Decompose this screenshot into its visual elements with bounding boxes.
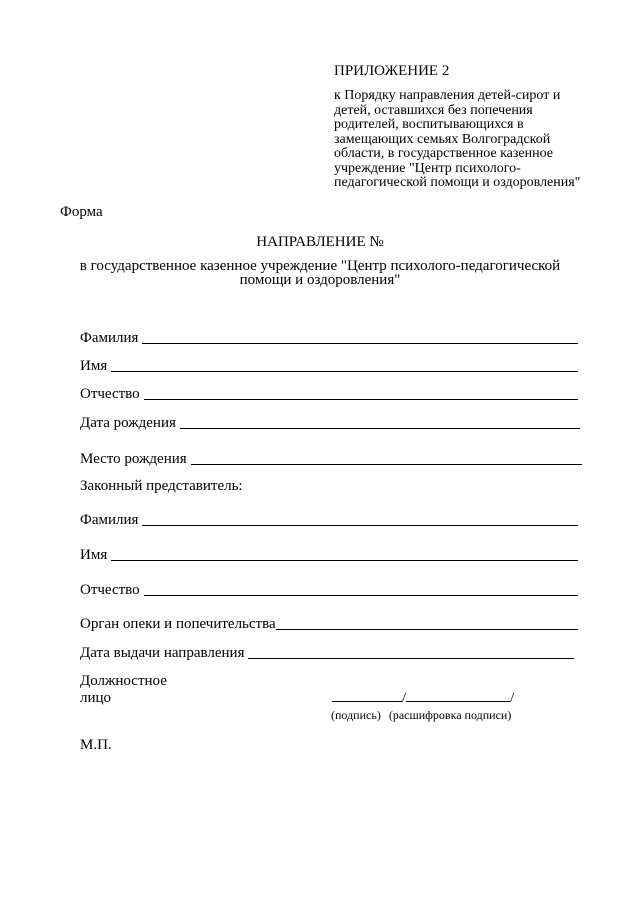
patronymic-label: Отчество (80, 386, 140, 402)
appendix-line: области, в государственное казенное (334, 146, 553, 161)
signature-captions (331, 708, 511, 723)
birth-date-line[interactable] (180, 427, 580, 429)
official-label (80, 673, 167, 707)
guardianship-body-field[interactable] (80, 616, 578, 633)
birth-place-label: Место рождения (80, 451, 187, 467)
appendix-line: детей, оставшихся без попечения (334, 102, 533, 118)
signature-line[interactable] (332, 688, 514, 707)
subtitle-line-1: в государственное казенное учреждение "Центр психолого-педагогической (79, 258, 561, 274)
representative-surname-field[interactable] (80, 512, 578, 529)
birth-date-label: Дата рождения (80, 415, 176, 431)
representative-patronymic-label: Отчество (80, 582, 140, 598)
patronymic-field[interactable] (80, 386, 578, 403)
issue-date-label: Дата выдачи направления (80, 645, 245, 661)
representative-patronymic-line[interactable] (144, 594, 578, 596)
appendix-line: учреждение "Центр психолого- (334, 160, 521, 176)
appendix-line: к Порядку направления детей-сирот и (334, 88, 561, 103)
signature-blank[interactable] (332, 688, 402, 702)
appendix-title: ПРИЛОЖЕНИЕ 2 (334, 63, 450, 79)
birth-place-line[interactable] (191, 463, 582, 465)
representative-surname-label: Фамилия (80, 512, 139, 528)
form-label: Форма (60, 204, 103, 220)
appendix-line: замещающих семьях Волгоградской (334, 131, 551, 147)
official-line-1: Должностное (80, 673, 167, 689)
patronymic-line[interactable] (144, 398, 578, 400)
name-field[interactable] (80, 358, 578, 375)
appendix-line: родителей, воспитывающихся в (334, 117, 524, 132)
issue-date-line[interactable] (248, 657, 574, 659)
surname-field[interactable] (80, 330, 578, 347)
signature-end-separator: / (510, 690, 515, 706)
representative-name-line[interactable] (111, 559, 578, 561)
representative-name-field[interactable] (80, 547, 578, 564)
document-title: НАПРАВЛЕНИЕ № (256, 234, 384, 250)
name-label: Имя (80, 358, 108, 374)
appendix-description (334, 89, 624, 191)
document-subtitle (60, 259, 580, 287)
appendix-line: педагогической помощи и оздоровления" (334, 175, 581, 190)
stamp-place: М.П. (80, 737, 112, 753)
signature-caption: (подпись) (331, 708, 381, 722)
signature-decoding-blank[interactable] (406, 688, 510, 702)
representative-patronymic-field[interactable] (80, 582, 578, 599)
signature-decoding-caption: (расшифровка подписи) (388, 708, 512, 722)
surname-line[interactable] (142, 342, 578, 344)
name-line[interactable] (111, 370, 578, 372)
surname-label: Фамилия (80, 330, 139, 346)
birth-date-field[interactable] (80, 415, 580, 432)
representative-surname-line[interactable] (142, 524, 578, 526)
official-line-2: лицо (80, 690, 112, 706)
legal-representative-heading: Законный представитель: (80, 478, 243, 494)
subtitle-line-2: помощи и оздоровления" (239, 272, 401, 288)
issue-date-field[interactable] (80, 645, 574, 662)
guardianship-body-label: Орган опеки и попечительства (80, 616, 276, 632)
birth-place-field[interactable] (80, 451, 582, 468)
representative-name-label: Имя (80, 547, 108, 563)
signature-separator: / (402, 690, 407, 706)
guardianship-body-line[interactable] (276, 628, 578, 630)
